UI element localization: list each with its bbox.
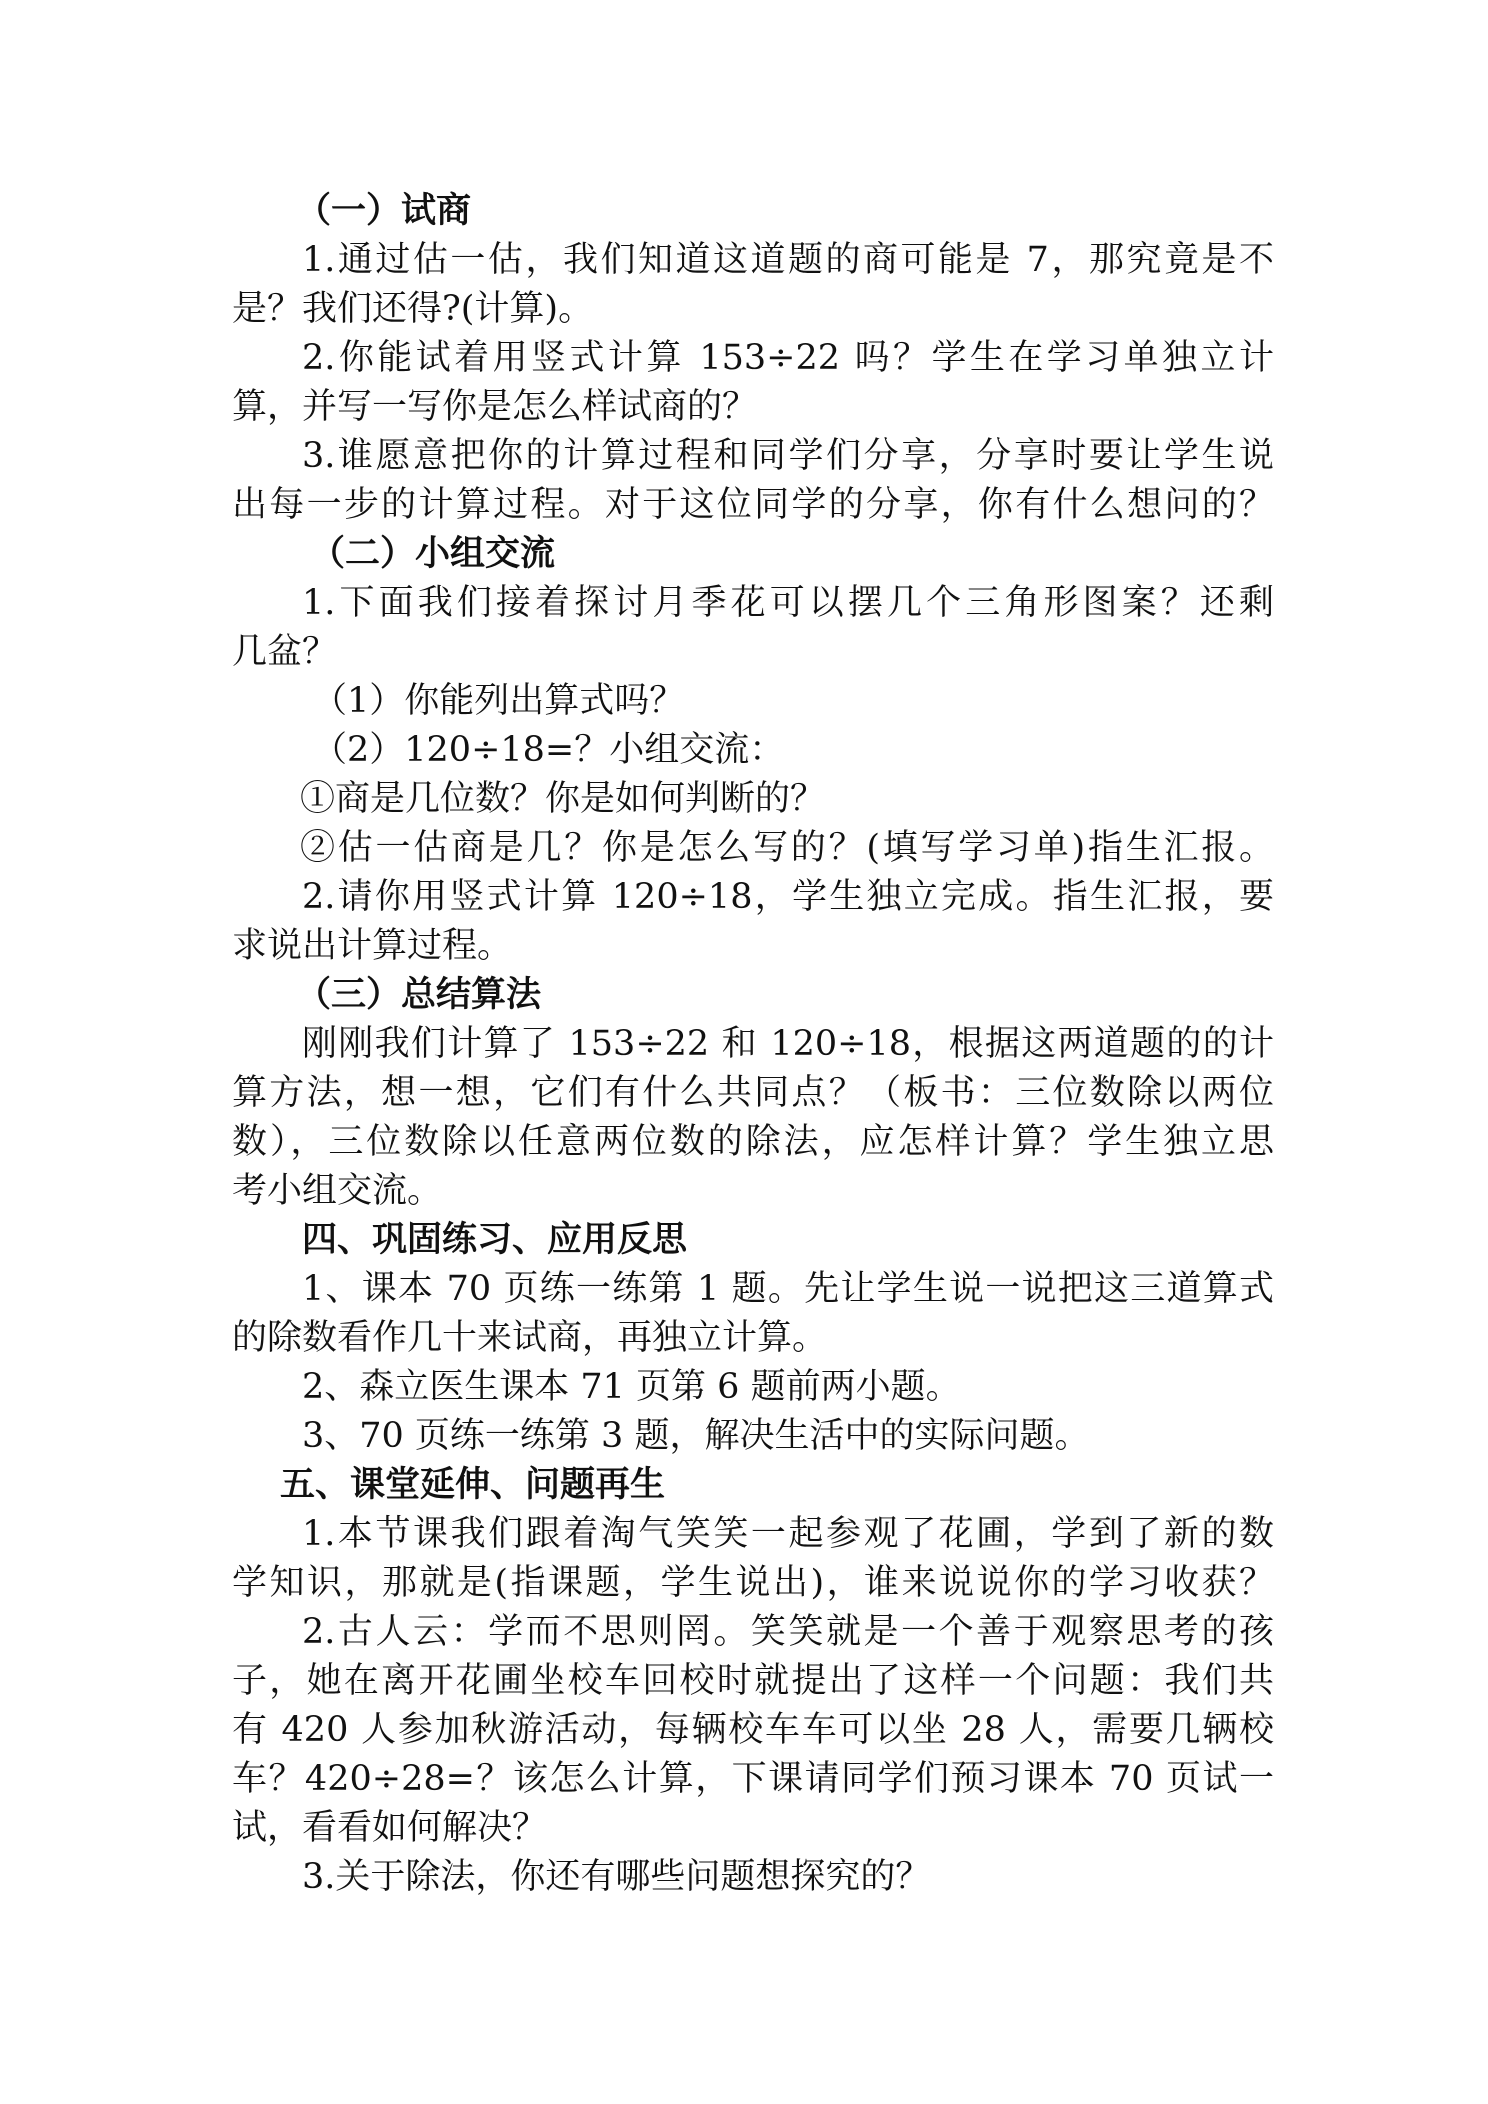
section-heading-consolidation-practice: 四、巩固练习、应用反思 (302, 1220, 688, 1260)
paragraph-line: 有 420 人参加秋游活动，每辆校车车可以坐 28 人，需要几辆校 (232, 1710, 1274, 1750)
section-heading-class-extension: 五、课堂延伸、问题再生 (280, 1465, 666, 1505)
paragraph-line: 刚刚我们计算了 153÷22 和 120÷18，根据这两道题的的计 (302, 1024, 1274, 1064)
paragraph-line: 3、70 页练一练第 3 题，解决生活中的实际问题。 (302, 1416, 1090, 1456)
paragraph-line: 1、课本 70 页练一练第 1 题。先让学生说一说把这三道算式 (302, 1269, 1274, 1309)
paragraph-line: 的除数看作几十来试商，再独立计算。 (232, 1318, 828, 1358)
paragraph-line: 算方法，想一想，它们有什么共同点？（板书：三位数除以两位 (232, 1073, 1274, 1113)
paragraph-line: 1.下面我们接着探讨月季花可以摆几个三角形图案？还剩 (302, 583, 1274, 623)
section-heading-group-discussion: （二）小组交流 (310, 534, 556, 574)
paragraph-line: 3.关于除法，你还有哪些问题想探究的？ (302, 1857, 931, 1897)
paragraph-line: 学知识，那就是(指课题，学生说出)，谁来说说你的学习收获？ (232, 1563, 1274, 1603)
paragraph-line: 出每一步的计算过程。对于这位同学的分享，你有什么想问的？ (232, 485, 1274, 525)
paragraph-line: 求说出计算过程。 (232, 926, 513, 966)
paragraph-line: 车？420÷28=？该怎么计算，下课请同学们预习课本 70 页试一 (232, 1759, 1274, 1799)
paragraph-line: 是？我们还得?(计算)。 (232, 289, 594, 329)
question-line: （1）你能列出算式吗？ (312, 681, 685, 721)
paragraph-line: 2.请你用竖式计算 120÷18，学生独立完成。指生汇报，要 (302, 877, 1274, 917)
paragraph-line: 算，并写一写你是怎么样试商的？ (232, 387, 758, 427)
paragraph-line: 子，她在离开花圃坐校车回校时就提出了这样一个问题：我们共 (232, 1661, 1274, 1701)
paragraph-line: 2.你能试着用竖式计算 153÷22 吗？学生在学习单独立计 (302, 338, 1274, 378)
paragraph-line: 1.本节课我们跟着淘气笑笑一起参观了花圃，学到了新的数 (302, 1514, 1274, 1554)
paragraph-line: 3.谁愿意把你的计算过程和同学们分享，分享时要让学生说 (302, 436, 1274, 476)
paragraph-line: 试，看看如何解决？ (232, 1808, 548, 1848)
paragraph-line: 1.通过估一估，我们知道这道题的商可能是 7，那究竟是不 (302, 240, 1274, 280)
question-line: （2）120÷18=？小组交流： (312, 730, 785, 770)
question-line: ①商是几位数？你是如何判断的？ (300, 779, 826, 819)
paragraph-line: 考小组交流。 (232, 1171, 443, 1211)
section-heading-summarize-algorithm: （三）总结算法 (296, 975, 542, 1015)
paragraph-line: 2.古人云：学而不思则罔。笑笑就是一个善于观察思考的孩 (302, 1612, 1274, 1652)
paragraph-line: 数），三位数除以任意两位数的除法，应怎样计算？学生独立思 (232, 1122, 1274, 1162)
paragraph-line: 2、森立医生课本 71 页第 6 题前两小题。 (302, 1367, 961, 1407)
question-line: ②估一估商是几？你是怎么写的？(填写学习单)指生汇报。 (300, 828, 1274, 868)
section-heading-trial-quotient: （一）试商 (296, 191, 472, 231)
paragraph-line: 几盆？ (232, 632, 338, 672)
